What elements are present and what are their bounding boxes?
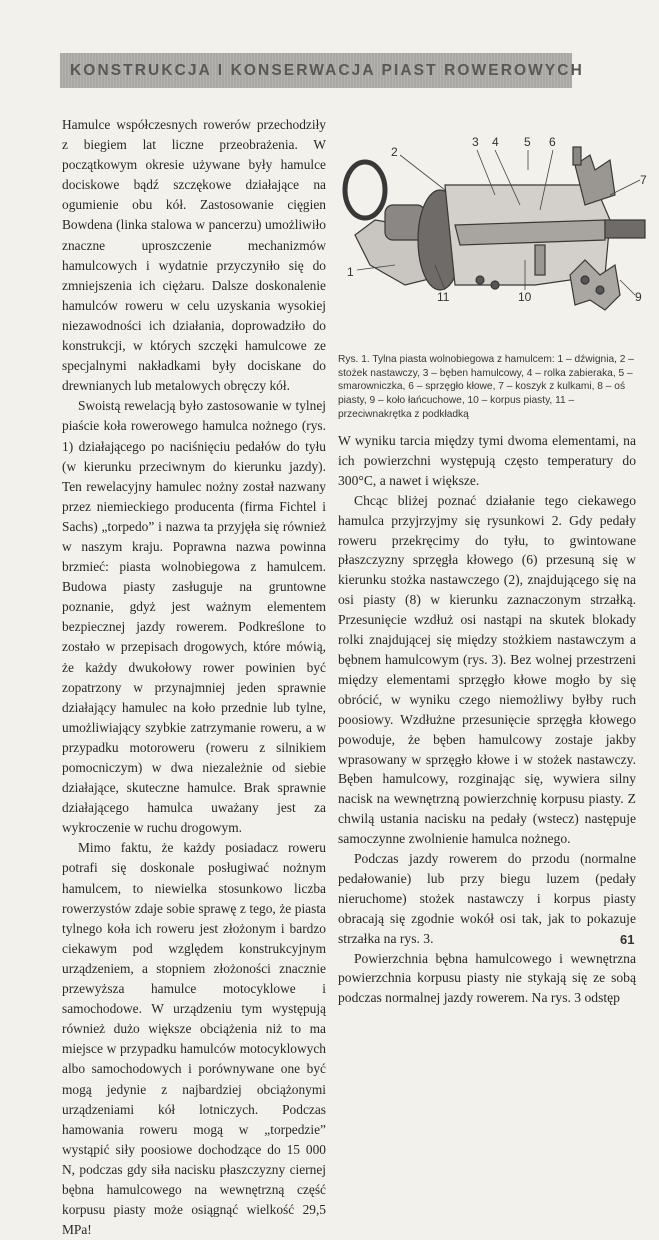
- figure-label: 3: [472, 135, 479, 149]
- paragraph: Hamulce współczesnych rowerów przechodziły z biegiem lat liczne przeobrażenia. W początkowym okresie używane były hamulce dociskowe bądź szczękowe działające na ogumienie obu kół. Zastosowanie cięgien Bowdena (linka stalowa w pancerzu) umożliwiło znaczne uproszczenie mechanizmów hamulcowych i wydatnie przyczyniło się do zmniejszenia ich ciężaru. Dalsze doskonalenie hamulców roweru w celu uzyskania wysokiej niezawodności ich działania, doprowadziło do konstrukcji, w których szczęki hamulcowe ze specjalnymi nakładkami były dociskane do drewnianych lub metalowych obręczy kół.: [62, 117, 326, 394]
- page-number: 61: [620, 932, 635, 947]
- paragraph: Podczas jazdy rowerem do przodu (normalne pedałowanie) lub przy biegu luzem (pedały nieruchome) stożek nastawczy i korpus piasty obracają się zgodnie wokół osi tak, jak to pokazuje strzałka na rys. 3.: [338, 851, 636, 946]
- paragraph: Mimo faktu, że każdy posiadacz roweru potrafi się doskonale posługiwać nożnym hamulcem, to niewielka stosunkowo liczba rowerzystów zdaje sobie sprawę z tego, że piasta tylnego koła ich roweru jest złożonym i bardzo ciekawym pod względem konstrukcyjnym urządzeniem, a stopniem złożoności znacznie przewyższa hamulce motocyklowe i samochodowe. W urządzeniu tym występują również dużo większe obciążenia niż to ma miejsce w przypadku hamulców motocyklowych albo samochodowych i porównywane one być mogą jedynie z najbardziej obciążonymi urządzeniami kół lotniczych. Podczas hamowania roweru mogą w „torpedzie” wystąpić siły poosiowe dochodzące do 15 000 N, podczas gdy siła nacisku płaszczyzny ciernej bębna hamulcowego na wewnętrzną część korpusu piasty może osiągnąć wielkość 29,5 MPa!: [62, 840, 326, 1238]
- right-text-column: [338, 431, 636, 1008]
- figure-caption: Rys. 1. Tylna piasta wolnobiegowa z hamulcem: 1 – dźwignia, 2 – stożek nastawczy, 3 – bęben hamulcowy, 4 – rolka zabieraka, 5 – smarowniczka, 6 – sprzęgło kłowe, 7 – koszyk z kulkami, 8 – oś piasty, 9 – koło łańcuchowe, 10 – korpus piasty, 11 – przeciwnakrętka z podkładką: [338, 354, 634, 420]
- paragraph: Powierzchnia bębna hamulcowego i wewnętrzna powierzchnia korpusu piasty nie stykają się ze sobą podczas normalnej jazdy rowerem. Na rys. 3 odstęp: [338, 950, 636, 1006]
- figure-label: 7: [640, 173, 647, 187]
- paragraph: W wyniku tarcia między tymi dwoma elementami, na ich powierzchni występują często temperatury do 300°C, a nawet i większe.: [338, 433, 636, 488]
- paragraph: Chcąc bliżej poznać działanie tego ciekawego hamulca przyjrzyjmy się rysunkowi 2. Gdy pedały roweru przekręcimy do tyłu, to gwintowane płaszczyzny sprzęgła kłowego (6) przesuną się w kierunku stożka nastawczego (2), znajdującego się na osi piasty (8) w kierunku zaznaczonym strzałką. Przesunięcie wzdłuż osi nastąpi na skutek blokady rolki znajdującej się między stożkiem nastawczym a bębnem hamulcowym (rys. 3). Bez wolnej przestrzeni między elementami sprzęgło kłowe mogło by się obrócić, w wyniku czego niemożliwy byłby ruch poosiowy. Wzdłużne przesunięcie sprzęgła kłowego powoduje, że bęben hamulcowy zostaje jakby wprasowany w sprzęgło kłowe i w stożek nastawczy. Bęben hamulcowy, rozginając się, wywiera silny nacisk na wewnętrzną powierzchnię korpusu piasty. Z chwilą ustania nacisku na pedały (wstecz) następuje samoczynne zwolnienie hamulca nożnego.: [338, 492, 636, 847]
- figure-label: 5: [524, 135, 531, 149]
- paragraph: Swoistą rewelacją było zastosowanie w tylnej piaście koła rowerowego hamulca nożnego (rys. 1) działającego po naciśnięciu pedałów do tyłu (w kierunku przeciwnym do kierunku jazdy). Ten rewelacyjny hamulec nożny został nazwany przez niemieckiego producenta (firma Fichtel i Sachs) „torpedo” i nazwa ta przyjęła się również w naszym kraju. Poprawna nazwa powinna brzmieć: piasta wolnobiegowa z hamulcem. Budowa piasty zasługuje na gruntowne poznanie, gdyż jest ważnym elementem bezpiecznej jazdy rowerem. Podkreślone to zostało w przepisach drogowych, które mówią, że każdy dwukołowy rower powinien być zopatrzony w przynajmniej jeden sprawnie działający hamulec na koło przednie lub tylne, umożliwiający szybkie zatrzymanie roweru, a w przypadku motoroweru (roweru z silnikiem pomocniczym) w dwa niezależnie od siebie działające, skuteczne hamulce. Brak sprawnie działającego hamulca uważany jest za wykroczenie w ruchu drogowym.: [62, 398, 326, 836]
- figure-label: 1: [347, 265, 354, 279]
- figure-label: 2: [391, 145, 398, 159]
- hub-drawing: [335, 125, 650, 340]
- figure-label: 9: [635, 290, 642, 304]
- figure-label: 6: [549, 135, 556, 149]
- section-title: KONSTRUKCJA I KONSERWACJA PIAST ROWEROWYCH: [70, 62, 584, 79]
- left-text-column: [62, 115, 326, 1240]
- figure-label: 10: [518, 290, 532, 304]
- hub-illustration: [335, 125, 650, 340]
- figure-label: 4: [492, 135, 499, 149]
- section-header-banner: [60, 53, 584, 88]
- figure-label: 11: [437, 290, 450, 304]
